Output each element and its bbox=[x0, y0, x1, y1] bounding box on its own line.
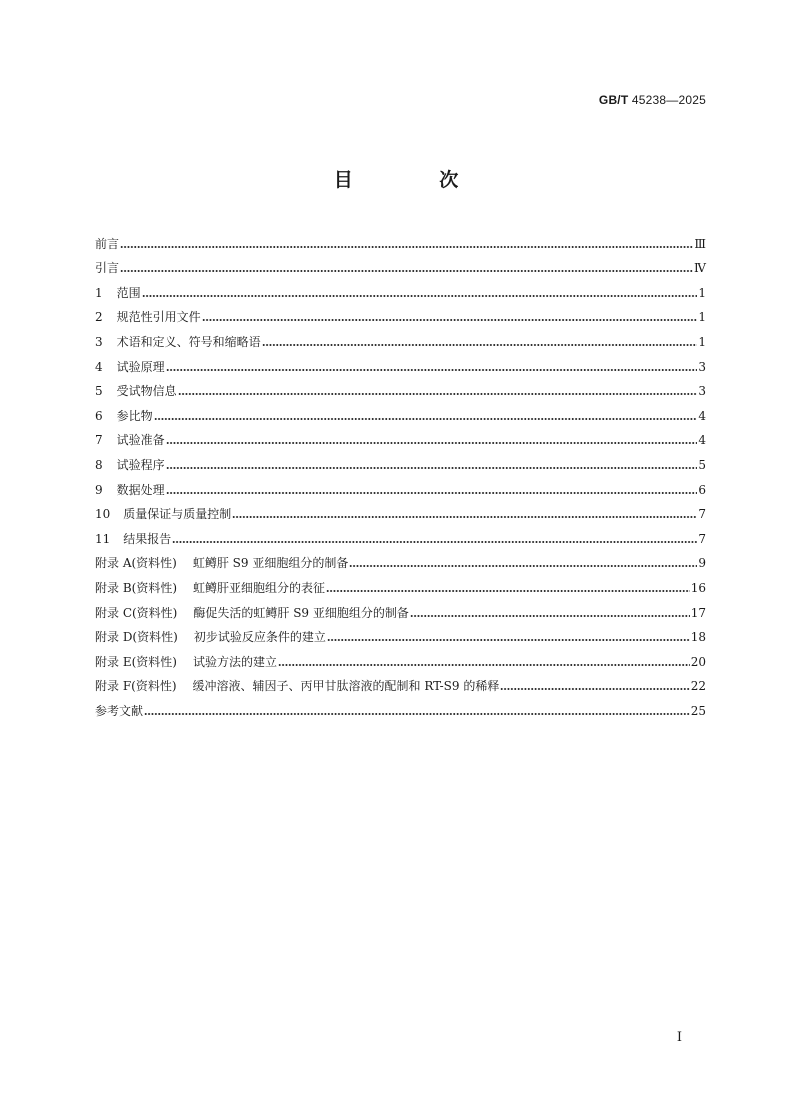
toc-entry-label: 虹鳟肝亚细胞组分的表征 bbox=[193, 580, 326, 595]
dot-leader bbox=[120, 246, 693, 248]
toc-entry-label: 受试物信息 bbox=[116, 384, 177, 399]
toc-entry[interactable] bbox=[95, 473, 706, 498]
toc-entry-label: 前言 bbox=[95, 236, 120, 251]
toc-entry-label: 质量保证与质量控制 bbox=[123, 507, 232, 522]
toc-entry-label: 规范性引用文件 bbox=[116, 310, 201, 325]
table-of-contents bbox=[95, 227, 706, 719]
dot-leader bbox=[262, 344, 698, 346]
dot-leader bbox=[144, 713, 690, 715]
toc-entry-page: 9 bbox=[698, 556, 706, 571]
toc-entry-label: 虹鳟肝 S9 亚细胞组分的制备 bbox=[192, 556, 349, 571]
toc-entry-number: 6 bbox=[95, 408, 103, 423]
dot-leader bbox=[172, 541, 697, 543]
toc-entry[interactable] bbox=[95, 621, 706, 646]
toc-entry-number: 7 bbox=[95, 433, 103, 448]
toc-entry[interactable] bbox=[95, 276, 706, 301]
toc-entry[interactable] bbox=[95, 571, 706, 596]
toc-entry-page: 16 bbox=[690, 580, 706, 595]
toc-entry-number: 附录 B(资料性) bbox=[95, 580, 177, 595]
toc-entry-number: 1 bbox=[95, 285, 103, 300]
toc-entry-number: 2 bbox=[95, 310, 103, 325]
toc-entry[interactable] bbox=[95, 375, 706, 400]
toc-entry-number: 附录 F(资料性) bbox=[95, 679, 177, 694]
toc-entry-number: 8 bbox=[95, 457, 103, 472]
toc-entry-number: 5 bbox=[95, 384, 103, 399]
toc-entry-page: 20 bbox=[690, 654, 706, 669]
toc-entry-label: 试验方法的建立 bbox=[192, 654, 277, 669]
dot-leader bbox=[166, 492, 698, 494]
toc-entry-label: 参考文献 bbox=[95, 703, 144, 718]
dot-leader bbox=[349, 565, 697, 567]
toc-entry-number: 附录 A(资料性) bbox=[95, 556, 177, 571]
toc-entry-label: 引言 bbox=[95, 261, 120, 276]
page-title: 目 次 bbox=[333, 169, 499, 191]
dot-leader bbox=[178, 393, 698, 395]
toc-entry[interactable] bbox=[95, 227, 706, 252]
toc-entry[interactable] bbox=[95, 694, 706, 719]
toc-entry[interactable] bbox=[95, 350, 706, 375]
toc-entry-page: 1 bbox=[698, 334, 706, 349]
toc-entry-label: 试验程序 bbox=[116, 457, 165, 472]
dot-leader bbox=[202, 319, 698, 321]
dot-leader bbox=[166, 467, 698, 469]
toc-entry-number: 附录 E(资料性) bbox=[95, 654, 177, 669]
toc-entry-label: 参比物 bbox=[116, 408, 153, 423]
toc-entry[interactable] bbox=[95, 252, 706, 277]
toc-entry-label: 术语和定义、符号和缩略语 bbox=[116, 334, 261, 349]
toc-entry-page: 18 bbox=[690, 630, 706, 645]
toc-entry-page: Ⅳ bbox=[694, 261, 706, 276]
toc-entry[interactable] bbox=[95, 325, 706, 350]
toc-entry-number: 9 bbox=[95, 482, 103, 497]
toc-entry-page: 22 bbox=[690, 679, 706, 694]
toc-entry-page: 3 bbox=[698, 384, 706, 399]
toc-entry[interactable] bbox=[95, 645, 706, 670]
standard-number: 45238—2025 bbox=[631, 93, 706, 107]
dot-leader bbox=[166, 442, 698, 444]
dot-leader bbox=[154, 418, 698, 420]
toc-entry-page: 1 bbox=[698, 310, 706, 325]
toc-entry-page: 25 bbox=[690, 703, 706, 718]
toc-entry[interactable] bbox=[95, 448, 706, 473]
standard-code bbox=[599, 93, 706, 107]
dot-leader bbox=[326, 590, 690, 592]
toc-entry-page: 4 bbox=[698, 408, 706, 423]
toc-entry-number: 附录 D(资料性) bbox=[95, 630, 178, 645]
dot-leader bbox=[500, 688, 689, 690]
toc-entry[interactable] bbox=[95, 596, 706, 621]
toc-entry-label: 酶促失活的虹鳟肝 S9 亚细胞组分的制备 bbox=[193, 605, 409, 620]
toc-entry-page: 1 bbox=[698, 285, 706, 300]
toc-entry[interactable] bbox=[95, 424, 706, 449]
toc-entry[interactable] bbox=[95, 498, 706, 523]
toc-entry-label: 试验准备 bbox=[116, 433, 165, 448]
page-number: Ⅰ bbox=[676, 1030, 682, 1045]
dot-leader bbox=[120, 270, 693, 272]
toc-entry[interactable] bbox=[95, 547, 706, 572]
toc-entry-page: 6 bbox=[698, 482, 706, 497]
toc-entry-page: 7 bbox=[698, 531, 706, 546]
toc-entry[interactable] bbox=[95, 399, 706, 424]
toc-entry-number: 10 bbox=[95, 507, 111, 522]
dot-leader bbox=[327, 639, 690, 641]
standard-prefix: GB/T bbox=[598, 93, 629, 107]
toc-entry-page: 3 bbox=[698, 359, 706, 374]
toc-entry[interactable] bbox=[95, 301, 706, 326]
toc-entry-label: 数据处理 bbox=[116, 482, 165, 497]
toc-entry-page: 7 bbox=[698, 507, 706, 522]
toc-entry-page: 17 bbox=[690, 605, 706, 620]
dot-leader bbox=[142, 295, 698, 297]
toc-entry-label: 缓冲溶液、辅因子、丙甲甘肽溶液的配制和 RT-S9 的稀释 bbox=[192, 679, 500, 694]
toc-entry-label: 试验原理 bbox=[116, 359, 165, 374]
dot-leader bbox=[232, 516, 697, 518]
toc-entry[interactable] bbox=[95, 670, 706, 695]
toc-entry-page: Ⅲ bbox=[694, 236, 706, 251]
toc-entry-number: 4 bbox=[95, 359, 103, 374]
toc-entry-page: 4 bbox=[698, 433, 706, 448]
toc-entry-label: 初步试验反应条件的建立 bbox=[193, 630, 326, 645]
toc-entry-label: 范围 bbox=[116, 285, 141, 300]
dot-leader bbox=[166, 369, 698, 371]
dot-leader bbox=[278, 664, 690, 666]
toc-entry-number: 附录 C(资料性) bbox=[95, 605, 178, 620]
toc-entry-page: 5 bbox=[698, 457, 706, 472]
toc-entry-label: 结果报告 bbox=[123, 531, 172, 546]
dot-leader bbox=[410, 615, 690, 617]
toc-entry[interactable] bbox=[95, 522, 706, 547]
toc-entry-number: 11 bbox=[95, 531, 111, 546]
toc-entry-number: 3 bbox=[95, 334, 103, 349]
